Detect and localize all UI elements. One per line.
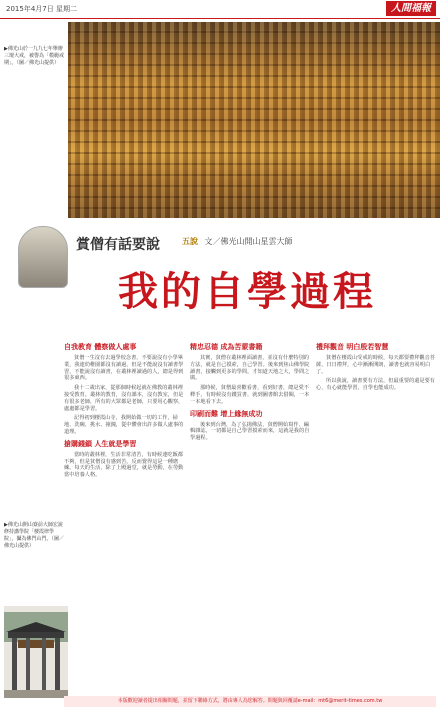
gate-caption: ▶佛光山開山寮前大師宏說修持講學院「棲霞律學院」，攝為佛門山門。（圖／佛光山提供） xyxy=(4,522,65,549)
column-3 xyxy=(316,340,436,395)
column-2 xyxy=(190,340,310,445)
author-portrait xyxy=(18,226,68,288)
paragraph: 其實，貧僧在叢林裡面讀書，並沒有什麼特別的方法，就是自己摸索，自己學習。後來到焦山佛學院讀書，接觸到更多的學問，才知道天地之大，學問之廣。 xyxy=(190,355,310,382)
paragraph: 那時候，貧僧最喜歡看書，看到好書，總是愛不釋手，有時候沒有錢買書，就到圖書館去借閱，一本一本地看下去。 xyxy=(190,385,310,405)
byline xyxy=(182,236,293,247)
column-name: 賞僧有話要說 xyxy=(76,237,160,253)
section-heading: 精忠忍德 成為苦蒙書籍 xyxy=(190,343,263,351)
author: 文／佛光山開山星雲大師 xyxy=(204,237,293,246)
paragraph: 貧僧一生沒有去過學校念書，不要說沒有小學畢業，我連幼稚園都沒有讀過，但是不能說沒有讀書學習，不能說沒有讀書，在叢林裡讀過的人，總是得到很多東西。 xyxy=(64,355,184,382)
section-heading: 搶購錢鎖 人生就是學習 xyxy=(64,439,137,448)
article-body xyxy=(0,340,440,690)
paragraph: 所以我說，讀書要有方法，但最重要的還是要有心，有心就能學習，自學也能成功。 xyxy=(316,378,435,392)
series-label: 五說 xyxy=(182,237,198,246)
paragraph: 記得初到棲霞山寺，我開始做一切的工作，掃地、洗碗、挑水、撞鐘，從中體會出許多做人處事的道理。 xyxy=(64,415,184,435)
paragraph: 貧僧在棲霞山受戒的時候，每天都要禮拜觀音菩薩，日日禮拜，心中漸漸開朗，讀書也就容易明白了。 xyxy=(316,355,435,375)
title-area xyxy=(0,218,440,340)
ordination-photo xyxy=(68,22,440,218)
photo-caption: ▶佛光山於一九九七年舉辦三壇大戒，被譽為「模範戒期」。（圖／佛光山提供） xyxy=(4,46,65,66)
column-1 xyxy=(64,340,184,482)
section-heading: 自我教育 體察做人處事 xyxy=(64,343,137,351)
section-heading: 禮拜觀音 明白殷若智慧 xyxy=(316,343,389,351)
paragraph: 後來到台灣，為了弘揚佛法，貧僧開始寫作、編輯雜誌，一切都是自己學習摸索而來，這就是我的自學過程。 xyxy=(190,421,310,442)
masthead-logo: 人間福報 xyxy=(386,1,436,16)
footer-notice: 本版歡迎讀者提出相關問題，並留下聯絡方式，將由專人為您解答。問題與回覆請e-mail：mt6@merit-times.com.tw xyxy=(64,696,436,707)
issue-date: 2015年4月7日 星期二 xyxy=(6,5,77,13)
page-header xyxy=(0,0,440,19)
paragraph: 我十二歲出家，從那個時候起就在佛教的叢林裡接受教育。叢林的教育，沒有課本，沒有教室，但是有很多老師，所有的大眾都是老師，只要用心觀察，處處都是學習。 xyxy=(64,385,184,412)
article-title: 我的自學過程 xyxy=(118,268,376,315)
paragraph: 當時的叢林裡，生活非常清苦，有時候連吃飯都不夠，但是貧僧沒有感到苦，反而覺得這是一種磨練。每天的生活，除了上殿過堂，就是勞動，在勞動當中培養人格。 xyxy=(64,451,184,479)
section-heading: 印刷而難 增上緣無成功 xyxy=(190,409,263,418)
